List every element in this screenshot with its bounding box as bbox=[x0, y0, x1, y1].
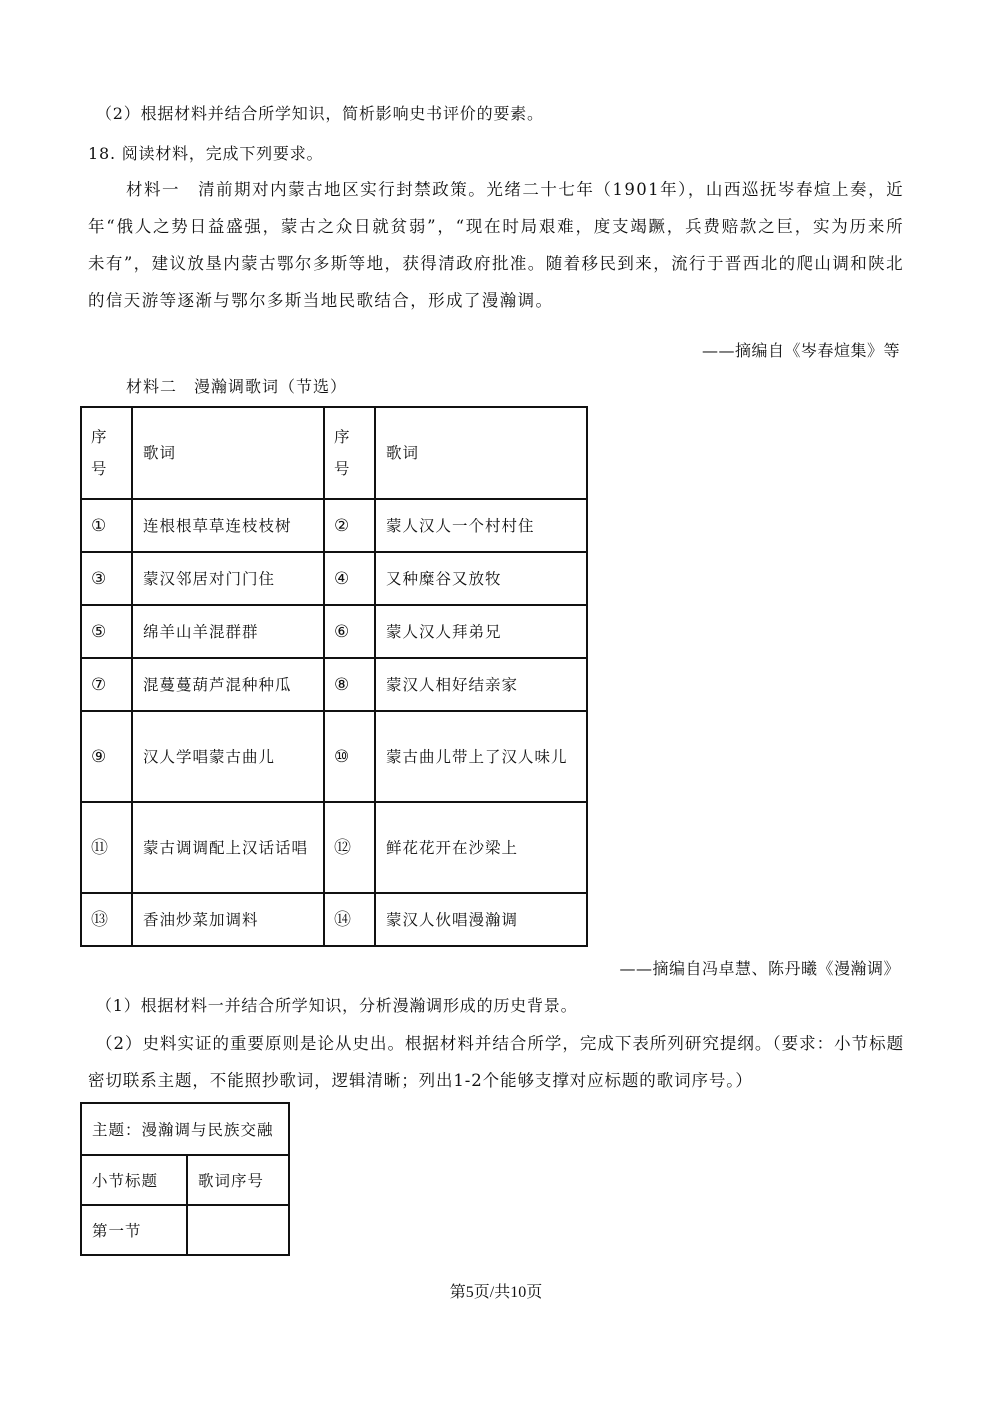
outline-topic-row bbox=[81, 1103, 289, 1155]
outline-section-1: 第一节 bbox=[81, 1205, 187, 1255]
lyric-text: 蒙古曲儿带上了汉人味儿 bbox=[375, 711, 587, 802]
header-lyric-1: 歌词 bbox=[132, 407, 324, 499]
lyric-text: 又种糜谷又放牧 bbox=[375, 552, 587, 605]
outline-answer-cell[interactable] bbox=[187, 1205, 289, 1255]
lyric-text: 蒙汉邻居对门门住 bbox=[132, 552, 324, 605]
lyric-num: ⑤ bbox=[81, 605, 132, 658]
page-footer: 第5页/共10页 bbox=[449, 1284, 543, 1301]
material-one-source: ——摘编自《岑春煊集》等 bbox=[701, 341, 900, 360]
material-two-title: 材料二 漫瀚调歌词（节选） bbox=[126, 377, 348, 396]
outline-col-section-title: 小节标题 bbox=[81, 1155, 187, 1205]
lyric-text: 绵羊山羊混群群 bbox=[132, 605, 324, 658]
lyric-num: ⑭ bbox=[324, 893, 375, 946]
lyric-num: ⑧ bbox=[324, 658, 375, 711]
lyric-text: 混蔓蔓葫芦混种种瓜 bbox=[132, 658, 324, 711]
q17-part2: （2）根据材料并结合所学知识，简析影响史书评价的要素。 bbox=[96, 104, 544, 123]
header-num-1: 序号 bbox=[81, 407, 132, 499]
outline-topic: 主题：漫瀚调与民族交融 bbox=[81, 1103, 289, 1155]
lyric-text: 蒙古调调配上汉话话唱 bbox=[132, 802, 324, 893]
table-row bbox=[81, 605, 587, 658]
q18-part1: （1）根据材料一并结合所学知识，分析漫瀚调形成的历史背景。 bbox=[96, 996, 578, 1015]
lyric-text: 鲜花花开在沙梁上 bbox=[375, 802, 587, 893]
material-one-text: 材料一 清前期对内蒙古地区实行封禁政策。光绪二十七年（1901年），山西巡抚岑春煊上奏，近年“俄人之势日益盛强，蒙古之众日就贫弱”，“现在时局艰难，度支竭蹶，兵费赔款之巨，实为历来所未有”，建议放垦内蒙古鄂尔多斯等地，获得清政府批准。随着移民到来，流行于晋西北的爬山调和陕北的信天游等逐渐与鄂尔多斯当地民歌结合，形成了漫瀚调。 bbox=[88, 180, 904, 310]
lyric-num: ④ bbox=[324, 552, 375, 605]
table-row bbox=[81, 802, 587, 893]
q18-part2: （2）史料实证的重要原则是论从史出。根据材料并结合所学，完成下表所列研究提纲。（要求：小节标题密切联系主题，不能照抄歌词，逻辑清晰；列出1-2个能够支撑对应标题的歌词序号。） bbox=[88, 1034, 904, 1090]
lyric-text: 蒙人汉人一个村村住 bbox=[375, 499, 587, 552]
lyric-text: 汉人学唱蒙古曲儿 bbox=[132, 711, 324, 802]
header-lyric-2: 歌词 bbox=[375, 407, 587, 499]
table-row bbox=[81, 552, 587, 605]
lyric-num: ② bbox=[324, 499, 375, 552]
lyric-text: 蒙汉人伙唱漫瀚调 bbox=[375, 893, 587, 946]
lyric-num: ⑩ bbox=[324, 711, 375, 802]
lyric-num: ⑦ bbox=[81, 658, 132, 711]
outline-header-row bbox=[81, 1155, 289, 1205]
table-row bbox=[81, 711, 587, 802]
table-row bbox=[81, 499, 587, 552]
outline-row bbox=[81, 1205, 289, 1255]
lyric-text: 蒙人汉人拜弟兄 bbox=[375, 605, 587, 658]
material-two-source: ——摘编自冯卓慧、陈丹曦《漫瀚调》 bbox=[619, 959, 900, 978]
lyric-num: ⑨ bbox=[81, 711, 132, 802]
outline-col-lyric-number: 歌词序号 bbox=[187, 1155, 289, 1205]
table-header-row bbox=[81, 407, 587, 499]
table-row bbox=[81, 893, 587, 946]
lyric-text: 蒙汉人相好结亲家 bbox=[375, 658, 587, 711]
header-num-2: 序号 bbox=[324, 407, 375, 499]
lyrics-table bbox=[80, 406, 588, 947]
lyric-num: ⑥ bbox=[324, 605, 375, 658]
lyric-text: 连根根草草连枝枝树 bbox=[132, 499, 324, 552]
outline-table bbox=[80, 1102, 290, 1256]
table-row bbox=[81, 658, 587, 711]
lyric-num: ① bbox=[81, 499, 132, 552]
lyric-num: ⑪ bbox=[81, 802, 132, 893]
lyric-num: ⑬ bbox=[81, 893, 132, 946]
lyric-num: ⑫ bbox=[324, 802, 375, 893]
lyric-num: ③ bbox=[81, 552, 132, 605]
q18-title: 18. 阅读材料，完成下列要求。 bbox=[88, 144, 324, 163]
lyric-text: 香油炒菜加调料 bbox=[132, 893, 324, 946]
